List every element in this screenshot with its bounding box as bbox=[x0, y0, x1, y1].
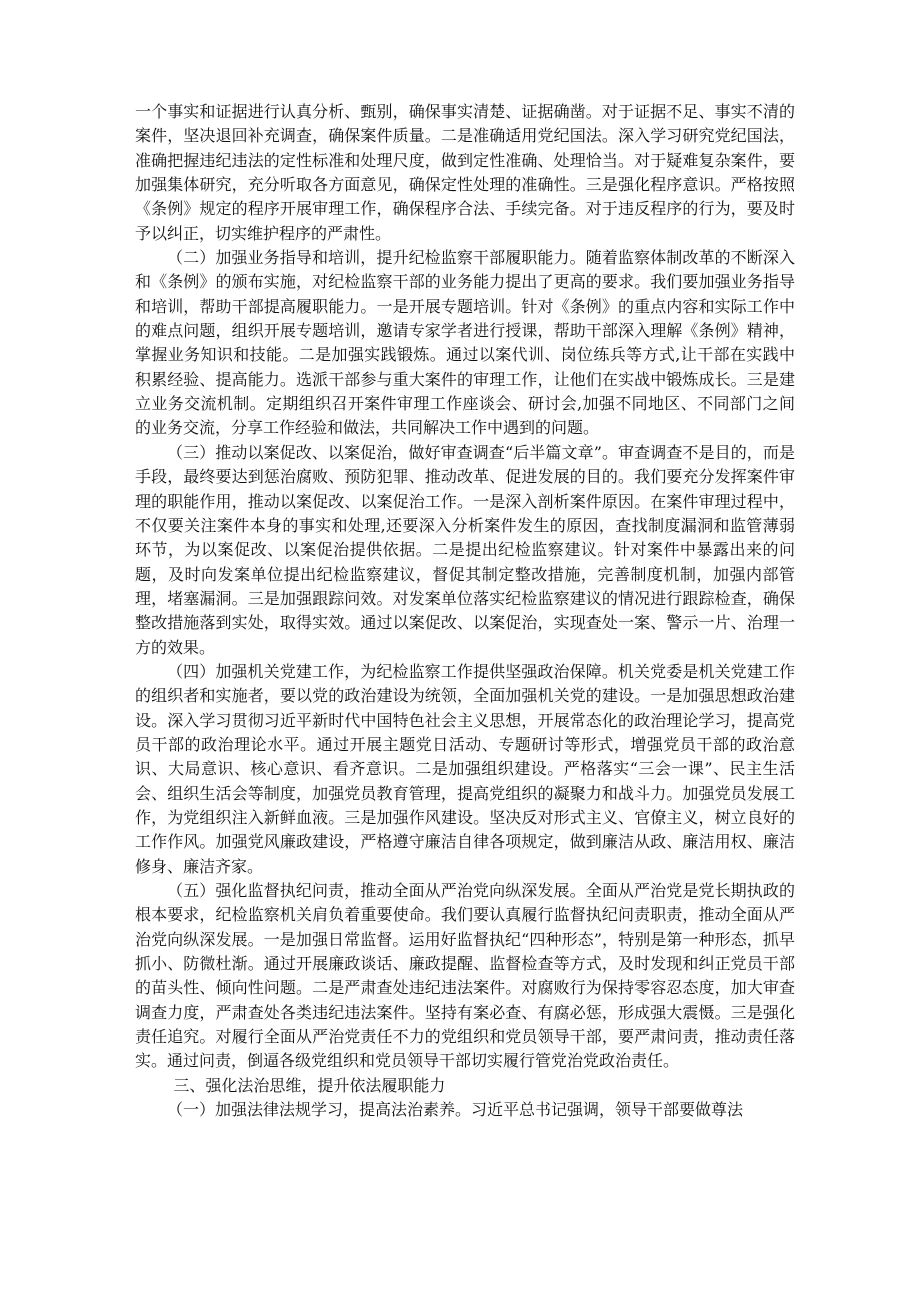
document-body bbox=[135, 100, 795, 1122]
paragraph-section-2: （二）加强业务指导和培训，提升纪检监察干部履职能力。随着监察体制改革的不断深入和《条例》的颁布实施，对纪检监察干部的业务能力提出了更高的要求。我们要加强业务指导和培训，帮助干部提高履职能力。一是开展专题培训。针对《条例》的重点内容和实际工作中的难点问题，组织开展专题培训，邀请专家学者进行授课，帮助干部深入理解《条例》精神，掌握业务知识和技能。二是加强实践锻炼。通过以案代训、岗位练兵等方式,让干部在实践中积累经验、提高能力。选派干部参与重大案件的审理工作，让他们在实战中锻炼成长。三是建立业务交流机制。定期组织召开案件审理工作座谈会、研讨会,加强不同地区、不同部门之间的业务交流，分享工作经验和做法，共同解决工作中遇到的问题。 bbox=[135, 248, 795, 438]
paragraph-section-3: （三）推动以案促改、以案促治，做好审查调查“后半篇文章”。审查调查不是目的，而是手段，最终要达到惩治腐败、预防犯罪、推动改革、促进发展的目的。我们要充分发挥案件审理的职能作用，推动以案促改、以案促治工作。一是深入剖析案件原因。在案件审理过程中，不仅要关注案件本身的事实和处理,还要深入分析案件发生的原因，查找制度漏洞和监管薄弱环节，为以案促改、以案促治提供依据。二是提出纪检监察建议。针对案件中暴露出来的问题，及时向发案单位提出纪检监察建议，督促其制定整改措施，完善制度机制，加强内部管理，堵塞漏洞。三是加强跟踪问效。对发案单位落实纪检监察建议的情况进行跟踪检查，确保整改措施落到实处，取得实效。通过以案促改、以案促治，实现查处一案、警示一片、治理一方的效果。 bbox=[135, 442, 795, 657]
paragraph-subsection-1: （一）加强法律法规学习，提高法治素养。习近平总书记强调，领导干部要做尊法 bbox=[167, 1100, 744, 1120]
paragraph-section-5: （五）强化监督执纪问责，推动全面从严治党向纵深发展。全面从严治党是党长期执政的根本要求，纪检监察机关肩负着重要使命。我们要认真履行监督执纪问责职责，推动全面从严治党向纵深发展。一是加强日常监督。运用好监督执纪“四种形态”，特别是第一种形态，抓早抓小、防微杜渐。通过开展廉政谈话、廉政提醒、监督检查等方式，及时发现和纠正党员干部的苗头性、倾向性问题。二是严肃查处违纪违法案件。对腐败行为保持零容忍态度，加大审查调查力度，严肃查处各类违纪违法案件。坚持有案必查、有腐必惩，形成强大震慑。三是强化责任追究。对履行全面从严治党责任不力的党组织和党员领导干部，要严肃问责，推动责任落实。通过问责，倒逼各级党组织和党员领导干部切实履行管党治党政治责任。 bbox=[135, 881, 795, 1071]
paragraph-section-4: （四）加强机关党建工作，为纪检监察工作提供坚强政治保障。机关党委是机关党建工作的组织者和实施者，要以党的政治建设为统领，全面加强机关党的建设。一是加强思想政治建设。深入学习贯彻习近平新时代中国特色社会主义思想，开展常态化的政治理论学习，提高党员干部的政治理论水平。通过开展主题党日活动、专题研讨等形式，增强党员干部的政治意识、大局意识、核心意识、看齐意识。二是加强组织建设。严格落实“三会一课”、民主生活会、组织生活会等制度，加强党员教育管理，提高党组织的凝聚力和战斗力。加强党员发展工作，为党组织注入新鲜血液。三是加强作风建设。坚决反对形式主义、官僚主义，树立良好的工作作风。加强党风廉政建设，严格遵守廉洁自律各项规定，做到廉洁从政、廉洁用权、廉洁修身、廉洁齐家。 bbox=[135, 661, 795, 876]
paragraph-continuation: 一个事实和证据进行认真分析、甄别，确保事实清楚、证据确凿。对于证据不足、事实不清的案件，坚决退回补充调查，确保案件质量。二是准确适用党纪国法。深入学习研究党纪国法，准确把握违纪违法的定性标准和处理尺度，做到定性准确、处理恰当。对于疑难复杂案件，要加强集体研究，充分听取各方面意见，确保定性处理的准确性。三是强化程序意识。严格按照《条例》规定的程序开展审理工作，确保程序合法、手续完备。对于违反程序的行为，要及时予以纠正，切实维护程序的严肃性。 bbox=[135, 102, 795, 243]
section-heading-3: 三、强化法治思维，提升依法履职能力 bbox=[173, 1075, 446, 1095]
